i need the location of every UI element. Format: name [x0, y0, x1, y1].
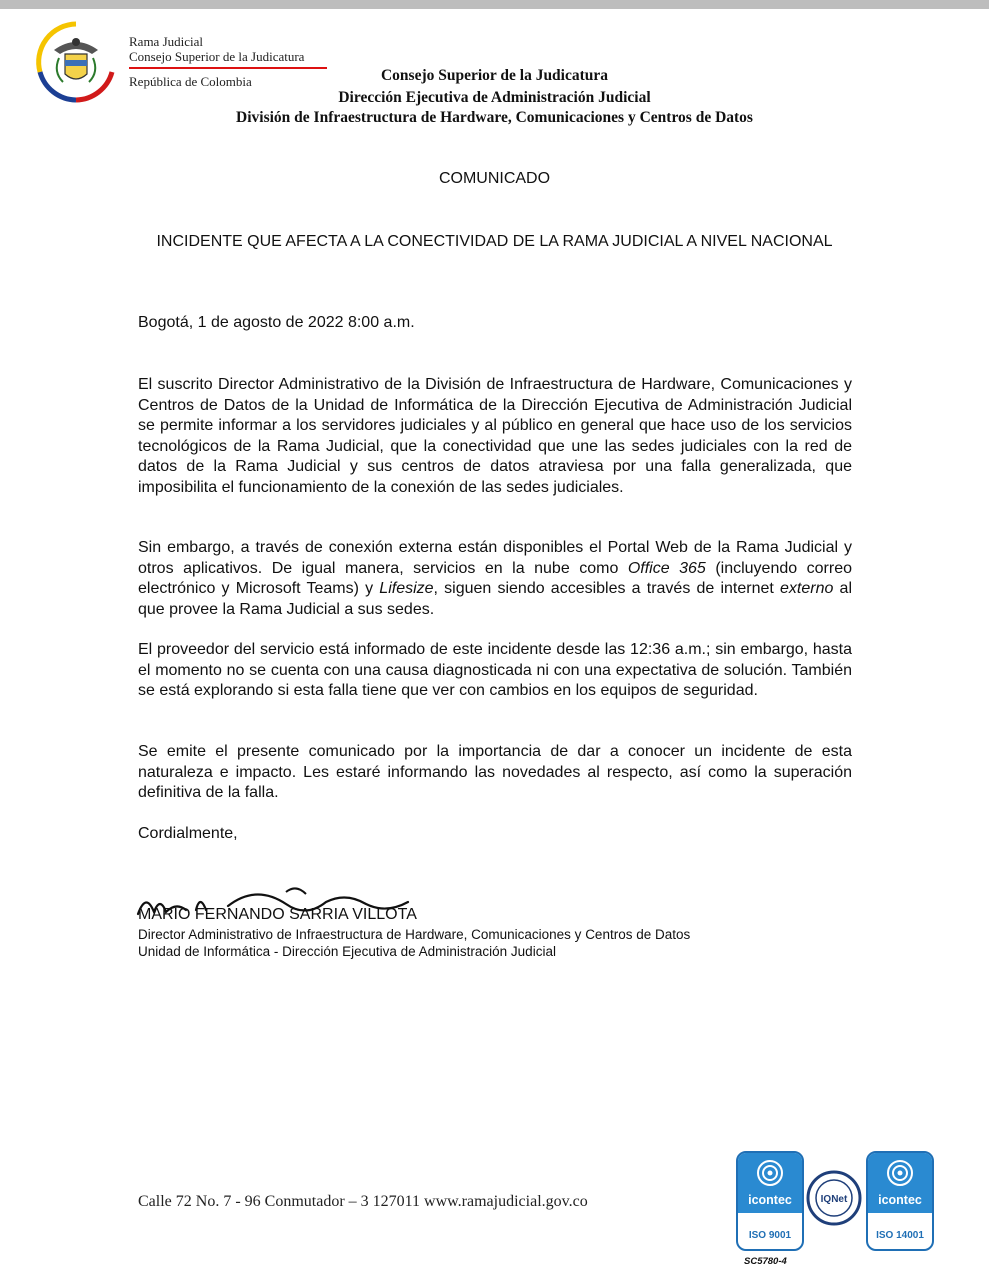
icontec-logo-icon — [756, 1159, 784, 1187]
top-gray-bar — [0, 0, 989, 9]
icontec-iso14001-badge — [866, 1151, 934, 1251]
header-line-3: División de Infraestructura de Hardware, Comunicaciones y Centros de Datos — [236, 109, 753, 126]
iqnet-label: IQNet — [820, 1194, 848, 1205]
signatory-role-line-2: Unidad de Informática - Dirección Ejecutiva de Administración Judicial — [138, 944, 556, 959]
paragraph-2-part-c: (incluyendo correo electrónico y Microsoft Teams) y — [138, 559, 852, 597]
lifesize-term: Lifesize — [379, 580, 434, 597]
cert-iso: ISO 14001 — [876, 1230, 924, 1241]
header-line-1: Consejo Superior de la Judicatura — [380, 67, 609, 84]
externo-term: externo — [780, 580, 834, 597]
document-subject: INCIDENTE QUE AFECTA A LA CONECTIVIDAD DE LA RAMA JUDICIAL A NIVEL NACIONAL — [156, 233, 833, 250]
certificate-code: SC5780-4 — [744, 1256, 787, 1267]
brand-line-3: República de Colombia — [129, 74, 252, 89]
dateline: Bogotá, 1 de agosto de 2022 8:00 a.m. — [138, 314, 415, 331]
paragraph-2-part-g: al que provee la Rama Judicial a sus sedes. — [138, 580, 852, 618]
paragraph-4: Se emite el presente comunicado por la importancia de dar a conocer un incidente de esta naturaleza e impacto. Les estaré informando las novedades al respecto, así como la superación definitiva de la falla. — [138, 743, 852, 801]
cert-iso: ISO 9001 — [748, 1230, 792, 1241]
icontec-iso9001-badge — [736, 1151, 804, 1251]
brand-line-1: Rama Judicial — [129, 34, 204, 49]
icontec-logo-icon — [886, 1159, 914, 1187]
document-type-label: COMUNICADO — [438, 170, 551, 187]
brand-line-2: Consejo Superior de la Judicatura — [129, 49, 305, 64]
office-365-term: Office 365 — [627, 559, 706, 577]
paragraph-3: El proveedor del servicio está informado de este incidente desde las 12:36 a.m.; sin embargo, hasta el momento no se cuenta con una causa diagnosticada ni con una expectativa de solución. También se está explorando si esta falla tiene que ver con cambios en los equipos de seguridad. — [138, 641, 852, 699]
iqnet-badge — [806, 1170, 862, 1226]
header-line-2: Dirección Ejecutiva de Administración Judicial — [338, 89, 651, 106]
cert-name: icontec — [878, 1193, 922, 1207]
paragraph-1: El suscrito Director Administrativo de la División de Infraestructura de Hardware, Comunicaciones y Centros de Datos de la Unidad de Informática de la Dirección Ejecutiva de Administración Judicial se permite informar a los servidores judiciales y al público en general que hace uso de los servicios tecnológicos de la Rama Judicial, que la conectividad que une las sedes judiciales con la red de datos de la Rama Judicial y sus centros de datos atraviesa por una falla generalizada, que imposibilita el funcionamiento de la conexión de las sedes judiciales. — [138, 376, 852, 496]
paragraph-2-part-e: , siguen siendo accesibles a través de internet — [433, 580, 780, 597]
paragraph-2 — [138, 538, 852, 620]
signatory-name: MARIO FERNANDO SARRIA VILLOTA — [138, 906, 417, 923]
handwritten-signature — [136, 884, 426, 926]
signatory-role — [138, 926, 690, 960]
cert-name: icontec — [748, 1193, 792, 1207]
paragraph-2-part-a: Sin embargo, a través de conexión externa están disponibles el Portal Web de la Rama Judicial y otros aplicativos. De igual manera, servicios en la nube como — [138, 539, 852, 577]
closing: Cordialmente, — [138, 825, 238, 842]
footer-address: Calle 72 No. 7 - 96 Conmutador – 3 127011 www.ramajudicial.gov.co — [138, 1193, 588, 1210]
signatory-role-line-1: Director Administrativo de Infraestructura de Hardware, Comunicaciones y Centros de Datos — [138, 927, 691, 942]
